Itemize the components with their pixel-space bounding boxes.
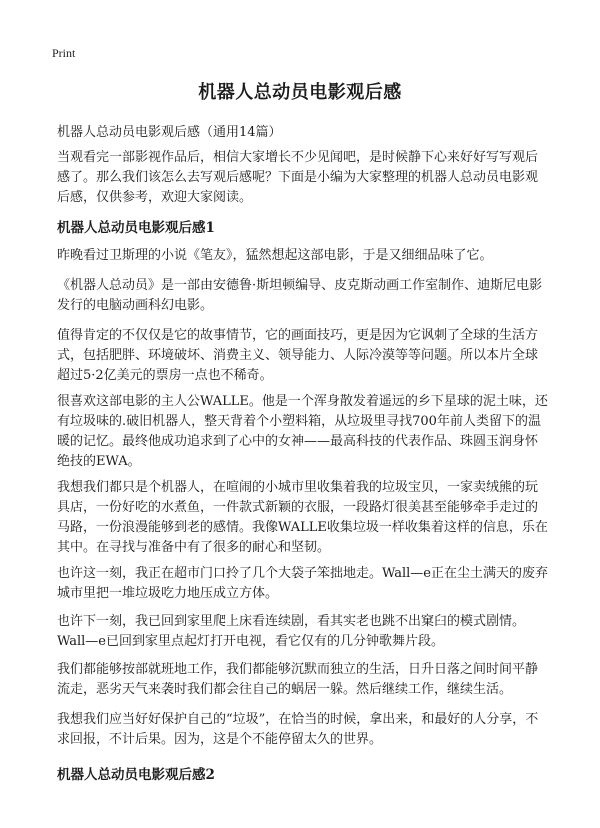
- print-label[interactable]: Print: [52, 46, 76, 60]
- paragraph-8: 我们都能够按部就班地工作，我们都能够沉默而独立的生活，日升日落之间时间平静流走，恶劣天气来袭时我们都会往自己的蜗居一躲。然后继续工作，继续生活。: [57, 662, 539, 697]
- paragraph-3: 值得肯定的不仅仅是它的故事情节，它的画面技巧，更是因为它讽刺了全球的生活方式，包括肥胖、环境破坏、消费主义、领导能力、人际冷漠等等问题。所以本片全球超过5·2亿美元的票房一点也不稀奇。: [57, 328, 539, 383]
- intro-paragraph: 当观看完一部影视作品后，相信大家增长不少见闻吧，是时候静下心来好好写写观后感了。那么我们该怎么去写观后感呢？下面是小编为大家整理的机器人总动员电影观后感，仅供参考，欢迎大家阅读。: [57, 150, 539, 205]
- paragraph-4: 很喜欢这部电影的主人公WALLE。他是一个浑身散发着遥远的乡下星球的泥土味，还有垃圾味的.破旧机器人，整天背着个小塑料箱，从垃圾里寻找700年前人类留下的温暖的记忆。最终他成功追求到了心中的女神——最高科技的代表作品、珠圆玉润身怀绝技的EWA。: [57, 394, 548, 469]
- paragraph-6: 也许这一刻，我正在超市门口拎了几个大袋子笨拙地走。Wall—e正在尘土满天的废弃城市里把一堆垃圾吃力地压成立方体。: [57, 566, 548, 601]
- section-heading-1: 机器人总动员电影观后感1: [57, 220, 215, 236]
- subtitle: 机器人总动员电影观后感（通用14篇）: [57, 125, 282, 140]
- paragraph-7: 也许下一刻，我已回到家里爬上床看连续剧，看其实老也跳不出窠臼的模式剧情。Wall—e已回到家里点起灯打开电视，看它仅有的几分钟歌舞片段。: [57, 614, 526, 649]
- page-title: 机器人总动员电影观后感: [198, 82, 402, 103]
- paragraph-9: 我想我们应当好好保护自己的“垃圾”，在恰当的时候，拿出来，和最好的人分享，不求回报，不计后果。因为，这是个不能停留太久的世界。: [57, 712, 539, 747]
- paragraph-5: 我想我们都只是个机器人，在喧闹的小城市里收集着我的垃圾宝贝，一家卖绒熊的玩具店，一份好吃的水煮鱼，一件款式新颖的衣服，一段路灯很美甚至能够牵手走过的马路，一份浪漫能够到老的感情。我像WALLE收集垃圾一样收集着这样的信息，乐在其中。在寻找与准备中有了很多的耐心和坚韧。: [57, 480, 548, 555]
- paragraph-1: 昨晚看过卫斯理的小说《笔友》，猛然想起这部电影，于是又细细品味了它。: [57, 248, 493, 263]
- paragraph-2: 《机器人总动员》是一部由安德鲁·斯坦顿编导、皮克斯动画工作室制作、迪斯尼电影发行的电脑动画科幻电影。: [57, 278, 543, 313]
- section-heading-2: 机器人总动员电影观后感2: [57, 767, 215, 783]
